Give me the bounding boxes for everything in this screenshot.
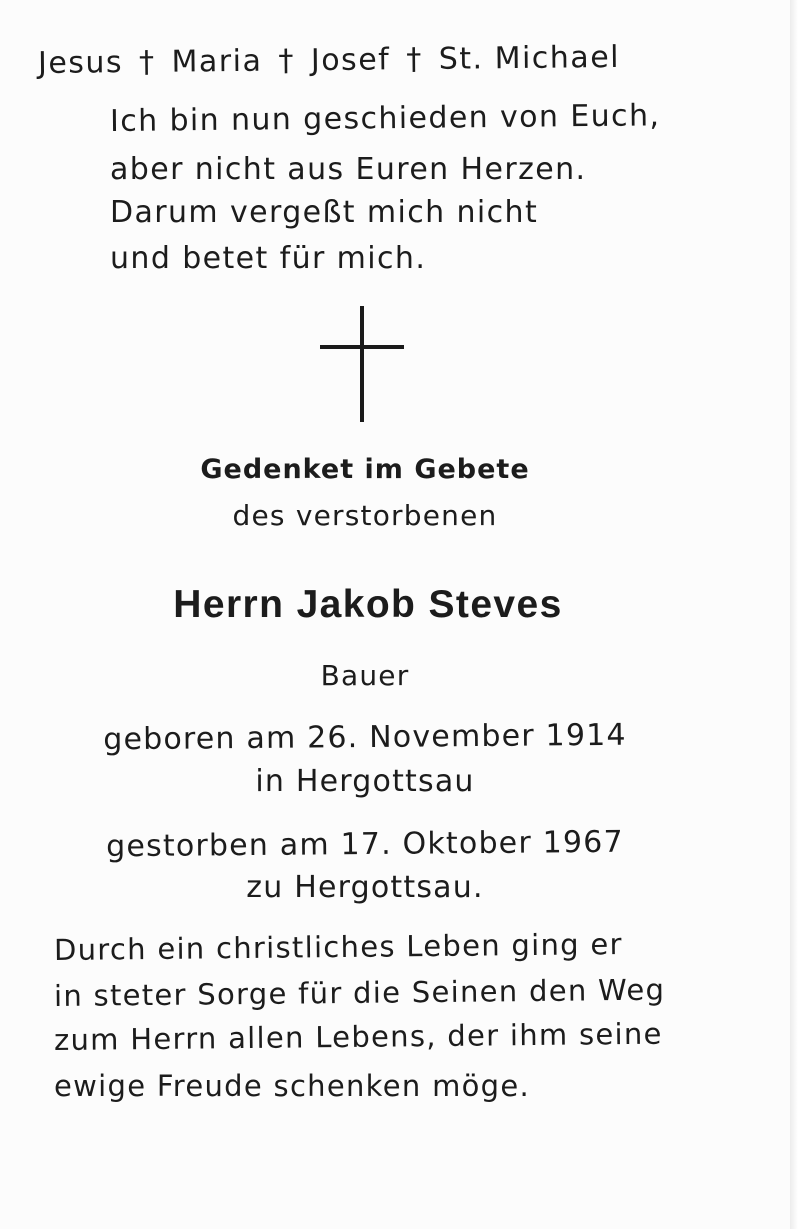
- verse-line: Darum vergeßt mich nicht: [110, 195, 539, 230]
- card-edge: [790, 0, 798, 1229]
- closing-line: ewige Freude schenken möge.: [54, 1069, 531, 1103]
- occupation: Bauer: [320, 659, 410, 692]
- invocation-name: St. Michael: [438, 39, 621, 77]
- closing-line: in steter Sorge für die Seinen den Weg: [53, 972, 666, 1013]
- invocation-name: Maria: [171, 43, 263, 80]
- invocation-name: Jesus: [37, 45, 124, 81]
- closing-line: zum Herrn allen Lebens, der ihm seine: [53, 1016, 663, 1057]
- verse-line: aber nicht aus Euren Herzen.: [110, 152, 587, 187]
- verse-line: Ich bin nun geschieden von Euch,: [109, 98, 661, 139]
- birthplace-line: in Hergottsau: [255, 764, 475, 799]
- small-cross-icon: †: [406, 41, 423, 78]
- deceased-intro: des verstorbenen: [232, 499, 498, 532]
- invocation-line: [38, 38, 620, 84]
- cross-horizontal-bar: [320, 345, 404, 349]
- deathplace-line: zu Hergottsau.: [246, 870, 484, 905]
- deceased-name: Herrn Jakob Steves: [173, 583, 563, 626]
- small-cross-icon: †: [278, 43, 296, 79]
- cross-vertical-bar: [360, 306, 364, 422]
- remember-heading: Gedenket im Gebete: [200, 454, 530, 485]
- death-date-line: gestorben am 17. Oktober 1967: [106, 824, 624, 865]
- verse-line: und betet für mich.: [110, 241, 427, 276]
- small-cross-icon: †: [138, 44, 156, 80]
- invocation-name: Josef: [310, 42, 391, 79]
- closing-line: Durch ein christliches Leben ging er: [53, 927, 623, 967]
- birth-date-line: geboren am 26. November 1914: [103, 717, 627, 758]
- cross-icon: [320, 306, 404, 422]
